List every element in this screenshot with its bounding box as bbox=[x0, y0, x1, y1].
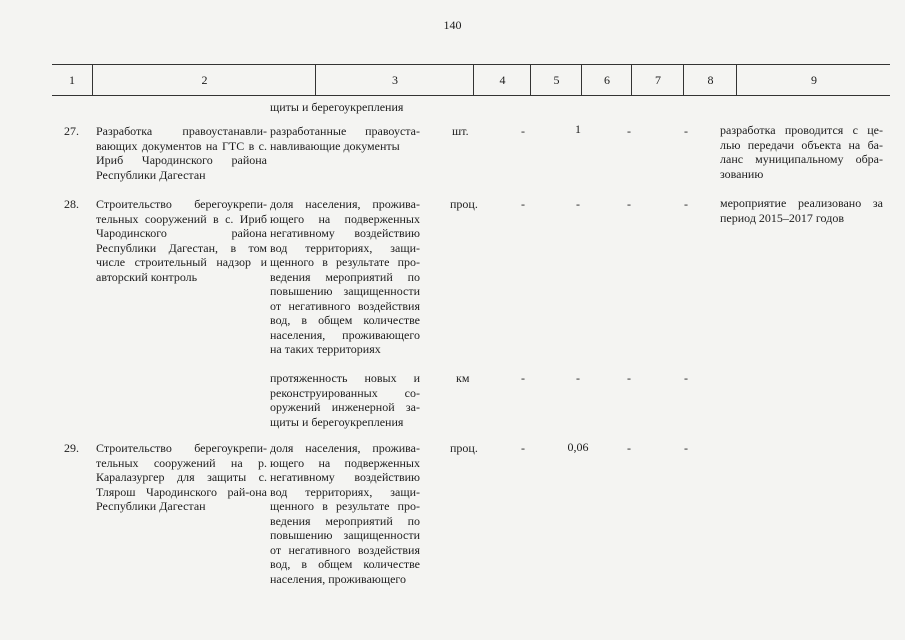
row-number: 29. bbox=[64, 441, 79, 455]
header-col-1: 1 bbox=[69, 73, 75, 87]
value-col-7: - bbox=[627, 124, 631, 138]
value-col-6: 0,06 bbox=[567, 440, 589, 454]
header-col-6: 6 bbox=[581, 65, 632, 95]
measure-name: Разработка правоустанавли-вающих документов на ГТС в с. Ириб Чародинского района Республики Дагестан bbox=[96, 124, 267, 182]
header-col-7: 7 bbox=[631, 65, 684, 95]
header-col-5: 5 bbox=[530, 65, 582, 95]
row-number: 27. bbox=[64, 124, 79, 138]
indicator-name: разработанные правоуста-навливающие документы bbox=[270, 124, 420, 153]
indicator-name: доля населения, прожива-ющего на подверженных негативному воздействию вод территориях, защи-щенного в результате про-ведения мероприятий по повышению защищенности от негативного воздействия вод, в общем количестве населения, проживающего bbox=[270, 441, 420, 586]
table-header-row bbox=[52, 64, 890, 96]
unit: проц. bbox=[450, 197, 478, 211]
value-col-7: - bbox=[627, 197, 631, 211]
header-col-8: 8 bbox=[683, 65, 737, 95]
header-col-4: 4 bbox=[473, 65, 531, 95]
note: мероприятие реализовано за период 2015–2017 годов bbox=[720, 196, 883, 225]
header-col-2: 2 bbox=[92, 65, 316, 95]
unit: шт. bbox=[452, 124, 469, 138]
row-number: 28. bbox=[64, 197, 79, 211]
value-col-6: - bbox=[576, 371, 580, 385]
measure-name: Строительство берегоукрепи-тельных сооружений на р. Каралазургер для защиты с. Тлярош Чародинского рай-она Республики Дагестан bbox=[96, 441, 267, 513]
value-col-7: - bbox=[627, 441, 631, 455]
indicator-name: доля населения, прожива-ющего на подверженных негативному воздействию вод территориях, защи-щенного в результате про-ведения мероприятий по повышению защищенности от негативного воздействия вод, в общем количестве населения, проживающего на таких территориях bbox=[270, 197, 420, 356]
continuation-text: щиты и берегоукрепления bbox=[270, 100, 404, 114]
value-col-8: - bbox=[684, 124, 688, 138]
header-col-3: 3 bbox=[315, 65, 474, 95]
measure-name: Строительство берегоукрепи-тельных сооружений в с. Ириб Чародинского района Республики Дагестан, в том числе строительный надзор и авторский контроль bbox=[96, 197, 267, 284]
unit: проц. bbox=[450, 441, 478, 455]
value-col-8: - bbox=[684, 197, 688, 211]
value-col-5: - bbox=[521, 371, 525, 385]
page-number: 140 bbox=[443, 18, 462, 32]
value-col-5: - bbox=[521, 124, 525, 138]
header-col-9: 9 bbox=[736, 65, 891, 95]
note: разработка проводится с це-лью передачи объекта на ба-ланс муниципальному обра-зованию bbox=[720, 123, 883, 181]
indicator-name: протяженность новых и реконструированных со-оружений инженерной за-щиты и берегоукрепления bbox=[270, 371, 420, 429]
value-col-6: - bbox=[576, 197, 580, 211]
value-col-5: - bbox=[521, 197, 525, 211]
value-col-8: - bbox=[684, 441, 688, 455]
unit: км bbox=[456, 371, 470, 385]
value-col-7: - bbox=[627, 371, 631, 385]
value-col-6: 1 bbox=[575, 122, 581, 136]
value-col-8: - bbox=[684, 371, 688, 385]
value-col-5: - bbox=[521, 441, 525, 455]
